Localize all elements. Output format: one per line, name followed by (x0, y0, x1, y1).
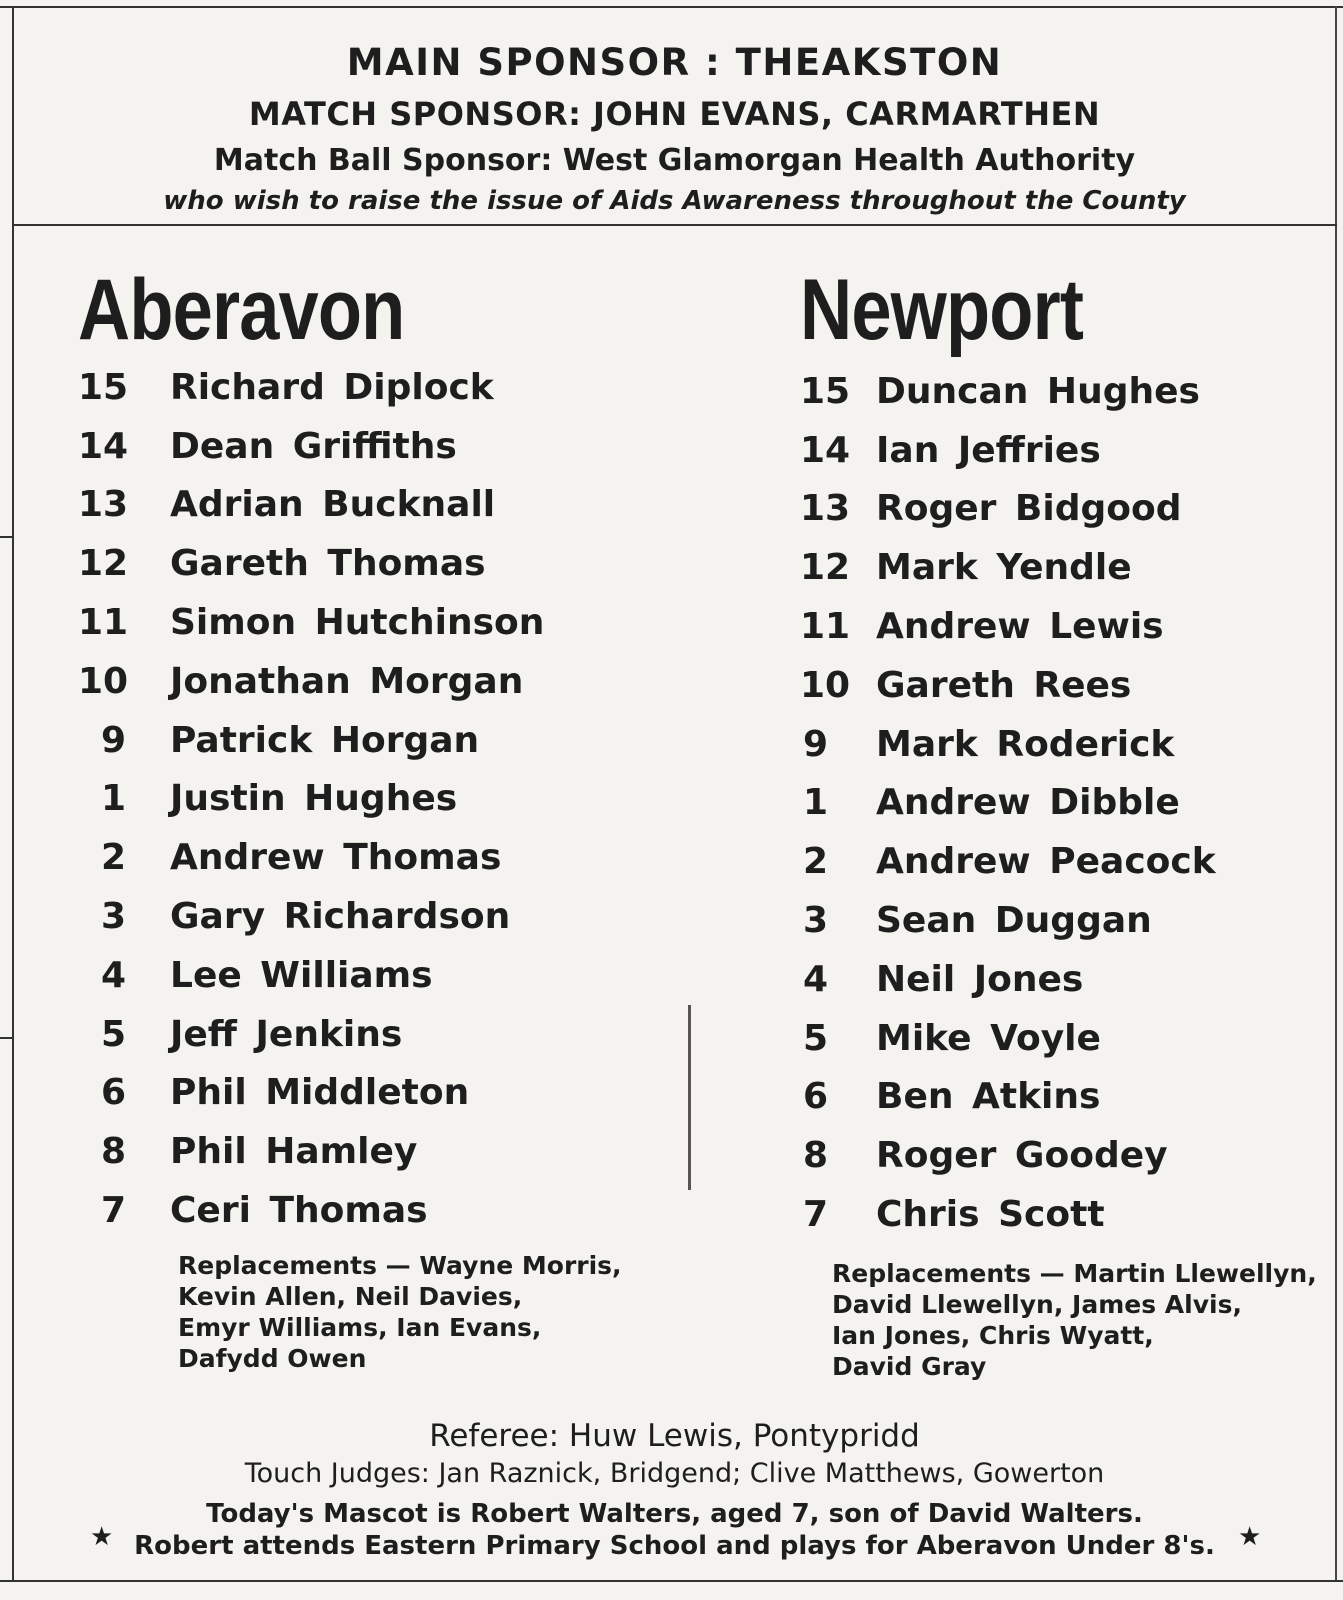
player-row (800, 656, 1330, 715)
away-team-lineup (800, 362, 1330, 1244)
fold-tick-mark (0, 1037, 12, 1039)
referee: Referee: Huw Lewis, Pontypridd (429, 1418, 920, 1454)
player-row (800, 774, 1330, 833)
player-row (78, 1122, 678, 1181)
player-number: 10 (800, 664, 851, 706)
player-number: 2 (100, 837, 126, 879)
player-name: Andrew Dibble (876, 782, 1180, 824)
player-row (800, 1009, 1330, 1068)
player-number: 11 (800, 606, 851, 648)
match-sponsor: MATCH SPONSOR: JOHN EVANS, CARMARTHEN (248, 95, 1101, 133)
player-row (78, 770, 678, 829)
player-number: 13 (78, 484, 129, 526)
page-border-bottom (0, 1580, 1343, 1582)
player-row (800, 597, 1330, 656)
player-number: 11 (78, 602, 129, 644)
player-name: Adrian Bucknall (170, 484, 496, 526)
player-name: Ben Atkins (876, 1076, 1101, 1118)
officials-block (14, 1416, 1335, 1562)
player-number: 5 (100, 1013, 126, 1055)
main-sponsor: MAIN SPONSOR : THEAKSTON (346, 41, 1003, 84)
player-row (78, 534, 678, 593)
player-row (78, 711, 678, 770)
player-name: Phil Hamley (170, 1131, 418, 1173)
player-number: 13 (800, 488, 851, 530)
player-row (800, 362, 1330, 421)
player-row (800, 538, 1330, 597)
player-number: 6 (802, 1076, 828, 1118)
player-row (800, 950, 1330, 1009)
player-name: Neil Jones (876, 958, 1084, 1000)
home-team-name: Aberavon (78, 262, 405, 358)
match-ball-sponsor: Match Ball Sponsor: West Glamorgan Health Authority (213, 143, 1136, 178)
home-replacements: Replacements — Wayne Morris, Kevin Allen, Neil Davies, Emyr Williams, Ian Evans, Dafydd Owen (178, 1250, 622, 1373)
centre-staple (688, 1005, 691, 1190)
player-name: Richard Diplock (170, 366, 494, 408)
player-row (800, 715, 1330, 774)
player-name: Phil Middleton (170, 1072, 470, 1114)
player-name: Jonathan Morgan (170, 660, 524, 702)
player-number: 12 (78, 543, 129, 585)
page-border-top (0, 6, 1343, 8)
player-name: Jeff Jenkins (170, 1013, 403, 1055)
player-number: 15 (800, 370, 851, 412)
player-number: 15 (78, 366, 129, 408)
sponsor-divider (12, 224, 1337, 226)
mascot-note (14, 1498, 1335, 1562)
player-row (78, 1181, 678, 1240)
player-row (78, 476, 678, 535)
player-number: 1 (100, 778, 126, 820)
player-name: Roger Goodey (876, 1135, 1168, 1177)
away-team-name: Newport (800, 262, 1084, 358)
player-name: Dean Griffiths (170, 425, 457, 467)
player-name: Ceri Thomas (170, 1190, 428, 1232)
mascot-line-2: Robert attends Eastern Primary School and plays for Aberavon Under 8's. (134, 1531, 1215, 1561)
player-number: 6 (100, 1072, 126, 1114)
player-number: 9 (100, 719, 126, 761)
player-row (78, 417, 678, 476)
home-team-lineup (78, 358, 678, 1240)
player-name: Sean Duggan (876, 900, 1152, 942)
player-name: Andrew Thomas (170, 837, 502, 879)
player-row (800, 1068, 1330, 1127)
page-border-right (1335, 6, 1337, 1580)
player-name: Lee Williams (170, 954, 433, 996)
player-number: 7 (100, 1190, 126, 1232)
player-row (78, 1005, 678, 1064)
player-name: Chris Scott (876, 1194, 1105, 1236)
home-team-column (78, 262, 678, 1374)
player-number: 14 (78, 425, 129, 467)
player-name: Patrick Horgan (170, 719, 480, 761)
player-number: 10 (78, 660, 129, 702)
player-name: Duncan Hughes (876, 370, 1200, 412)
player-number: 2 (802, 841, 828, 883)
player-name: Gareth Thomas (170, 543, 486, 585)
player-number: 7 (802, 1194, 828, 1236)
mascot-line-1: Today's Mascot is Robert Walters, aged 7, son of David Walters. (206, 1499, 1143, 1529)
player-row (78, 946, 678, 1005)
player-name: Simon Hutchinson (170, 602, 545, 644)
player-row (800, 421, 1330, 480)
player-row (800, 480, 1330, 539)
player-number: 5 (802, 1017, 828, 1059)
sponsor-block (14, 36, 1335, 218)
player-number: 1 (802, 782, 828, 824)
player-row (78, 887, 678, 946)
player-name: Mark Roderick (876, 723, 1175, 765)
player-name: Mike Voyle (876, 1017, 1101, 1059)
player-name: Gary Richardson (170, 896, 511, 938)
star-icon: ★ (1238, 1522, 1262, 1552)
player-name: Justin Hughes (170, 778, 458, 820)
player-row (78, 828, 678, 887)
touch-judges: Touch Judges: Jan Raznick, Bridgend; Clive Matthews, Gowerton (244, 1458, 1105, 1489)
fold-tick-mark (0, 536, 12, 538)
player-row (78, 358, 678, 417)
page-border-left (12, 6, 14, 1580)
player-row (800, 832, 1330, 891)
player-name: Ian Jeffries (876, 429, 1101, 471)
player-number: 8 (802, 1135, 828, 1177)
player-number: 12 (800, 547, 851, 589)
player-number: 9 (802, 723, 828, 765)
player-row (78, 1064, 678, 1123)
player-number: 4 (802, 958, 828, 1000)
player-number: 3 (802, 900, 828, 942)
player-row (78, 652, 678, 711)
player-row (800, 1126, 1330, 1185)
player-name: Andrew Lewis (876, 606, 1164, 648)
player-number: 3 (100, 896, 126, 938)
player-number: 14 (800, 429, 851, 471)
player-number: 4 (100, 954, 126, 996)
away-team-column (800, 262, 1330, 1382)
player-number: 8 (100, 1131, 126, 1173)
player-name: Gareth Rees (876, 664, 1132, 706)
player-row (78, 593, 678, 652)
sponsor-note: who wish to raise the issue of Aids Awareness throughout the County (163, 186, 1186, 216)
player-name: Andrew Peacock (876, 841, 1216, 883)
star-icon: ★ (90, 1522, 114, 1552)
player-name: Roger Bidgood (876, 488, 1182, 530)
player-row (800, 891, 1330, 950)
player-name: Mark Yendle (876, 547, 1132, 589)
player-row (800, 1185, 1330, 1244)
away-replacements: Replacements — Martin Llewellyn, David Llewellyn, James Alvis, Ian Jones, Chris Wyatt, David Gray (832, 1258, 1317, 1381)
